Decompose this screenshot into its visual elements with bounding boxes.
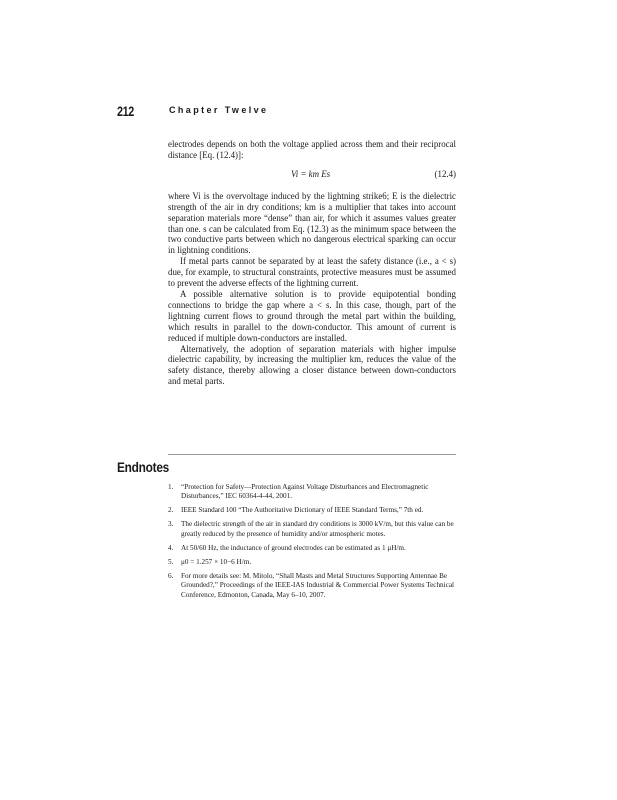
paragraph-2: where Vi is the overvoltage induced by the lightning strike6; E is the dielectric strength of the air in dry conditions; km is a multiplier that takes into account separation materials more “dense” than air, for which it assumes values greater than one. s can be calculated from Eq. (12.3) as the minimum space between the two conductive parts between which no dangerous electrical sparking can occur in lightning conditions. <box>168 190 456 256</box>
endnote-3 <box>168 520 456 539</box>
endnote-5 <box>168 558 456 567</box>
endnote-1 <box>168 483 456 502</box>
equation-12-4 <box>168 167 456 185</box>
paragraph-3: If metal parts cannot be separated by at least the safety distance (i.e., a < s) due, for example, to structural constraints, protective measures must be assumed to prevent the adverse effects of the lightning current. <box>168 256 456 289</box>
endnote-4 <box>168 544 456 553</box>
endnote-number: 6. <box>168 572 174 581</box>
paragraph-1: electrodes depends on both the voltage applied across them and their reciprocal distance [Eq. (12.4)]: <box>168 139 456 160</box>
endnote-number: 3. <box>168 520 174 529</box>
paragraph-5: Alternatively, the adoption of separation materials with higher impulse dielectric capability, by increasing the multiplier km, reduces the value of the safety distance, thereby allowing a closer distance between down-conductors and metal parts. <box>168 343 456 387</box>
paragraph-4: A possible alternative solution is to provide equipotential bonding connections to bridge the gap where a < s. In this case, though, part of the lightning current flows to ground through the metal part within the building, which results in parallel to the down-conductor. This amount of current is reduced if multiple down-conductors are installed. <box>168 288 456 343</box>
endnote-text: For more details see: M. Mitolo, “Shall Masts and Metal Structures Supporting Antennae Be Grounded?,” Proceedings of the IEEE-IAS Industrial & Commercial Power Systems Technical Conference, Edmonton, Canada, May 6–10, 2007. <box>181 572 455 599</box>
equation-number: (12.4) <box>434 168 456 179</box>
endnotes-list <box>168 483 456 605</box>
endnote-text: At 50/60 Hz, the inductance of ground electrodes can be estimated as 1 μH/m. <box>181 543 406 552</box>
endnotes-heading: Endnotes <box>117 460 170 475</box>
endnote-2 <box>168 506 456 515</box>
endnote-number: 5. <box>168 557 174 566</box>
endnote-text: IEEE Standard 100 “The Authoritative Dictionary of IEEE Standard Terms,” 7th ed. <box>181 506 424 515</box>
section-divider <box>168 454 456 455</box>
endnote-number: 1. <box>168 483 174 491</box>
endnote-number: 2. <box>168 506 174 515</box>
page-header <box>117 104 517 120</box>
equation-formula: Vi = km Es <box>291 168 331 179</box>
page-number: 212 <box>117 104 134 119</box>
endnote-text: The dielectric strength of the air in standard dry conditions is 3000 kV/m, but this value can be greatly reduced by the presence of humidity and/or atmospheric motes. <box>181 520 454 538</box>
endnote-text: μ0 = 1.257 × 10−6 H/m. <box>181 557 252 566</box>
endnote-6 <box>168 572 456 600</box>
body-text <box>168 139 456 387</box>
endnote-number: 4. <box>168 543 174 552</box>
endnote-text: “Protection for Safety—Protection Against Voltage Disturbances and Electromagnetic Disturbances,” IEC 60364-4-44, 2001. <box>181 483 429 501</box>
chapter-title: Chapter Twelve <box>169 105 269 115</box>
